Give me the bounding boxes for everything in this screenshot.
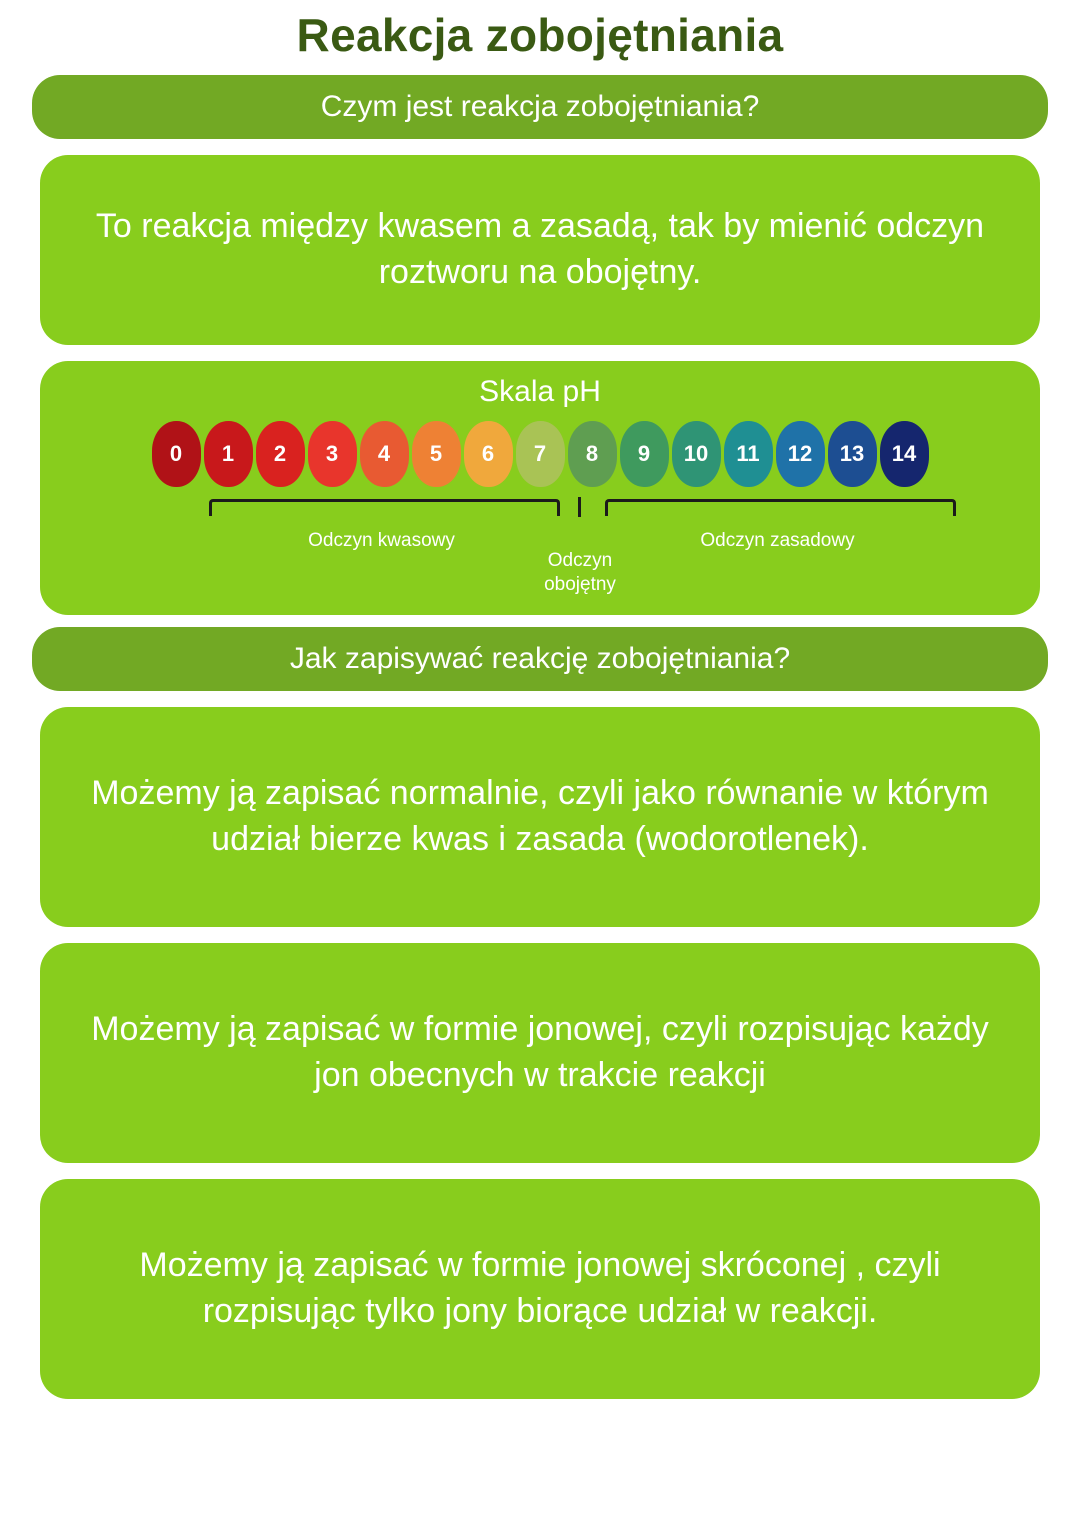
- spacer: [0, 139, 1080, 155]
- ph-cell: 1: [204, 421, 253, 487]
- base-bracket: [605, 499, 956, 516]
- ph-scale-labels: [40, 527, 1040, 597]
- section-header-what-is: Czym jest reakcja zobojętniania?: [32, 75, 1048, 139]
- spacer: [0, 615, 1080, 627]
- spacer: [0, 1163, 1080, 1179]
- page-title: Reakcja zobojętniania: [296, 9, 784, 61]
- ph-scale-strip: [40, 421, 1040, 487]
- acid-bracket: [209, 499, 560, 516]
- section-content-short-ionic-form: Możemy ją zapisać w formie jonowej skróconej , czyli rozpisując tylko jony biorące udział w reakcji.: [40, 1179, 1040, 1399]
- ph-cell: 9: [620, 421, 669, 487]
- spacer: [0, 345, 1080, 361]
- ph-cell: 12: [776, 421, 825, 487]
- ph-cell: 3: [308, 421, 357, 487]
- ph-scale-brackets: [40, 493, 1040, 527]
- ph-cell: 8: [568, 421, 617, 487]
- ph-scale-block: [40, 361, 1040, 615]
- section-content-definition: To reakcja między kwasem a zasadą, tak by mienić odczyn roztworu na obojętny.: [40, 155, 1040, 345]
- ph-scale-title: Skala pH: [479, 374, 601, 408]
- base-label: Odczyn zasadowy: [700, 529, 855, 551]
- spacer: [0, 691, 1080, 707]
- ph-cell: 13: [828, 421, 877, 487]
- ph-cell: 0: [152, 421, 201, 487]
- ph-cell: 7: [516, 421, 565, 487]
- ph-cell: 14: [880, 421, 929, 487]
- ph-cell: 11: [724, 421, 773, 487]
- ph-cell: 2: [256, 421, 305, 487]
- ph-cell: 5: [412, 421, 461, 487]
- neutral-tick: [578, 497, 581, 517]
- section-header-how-to-write: Jak zapisywać reakcję zobojętniania?: [32, 627, 1048, 691]
- spacer: [0, 927, 1080, 943]
- ph-cell: 6: [464, 421, 513, 487]
- neutral-label: Odczyn obojętny: [544, 549, 616, 596]
- ph-cell: 10: [672, 421, 721, 487]
- section-content-normal-form: Możemy ją zapisać normalnie, czyli jako równanie w którym udział bierze kwas i zasada (wodorotlenek).: [40, 707, 1040, 927]
- section-content-ionic-form: Możemy ją zapisać w formie jonowej, czyli rozpisując każdy jon obecnych w trakcie reakcji: [40, 943, 1040, 1163]
- ph-cell: 4: [360, 421, 409, 487]
- acid-label: Odczyn kwasowy: [308, 529, 455, 551]
